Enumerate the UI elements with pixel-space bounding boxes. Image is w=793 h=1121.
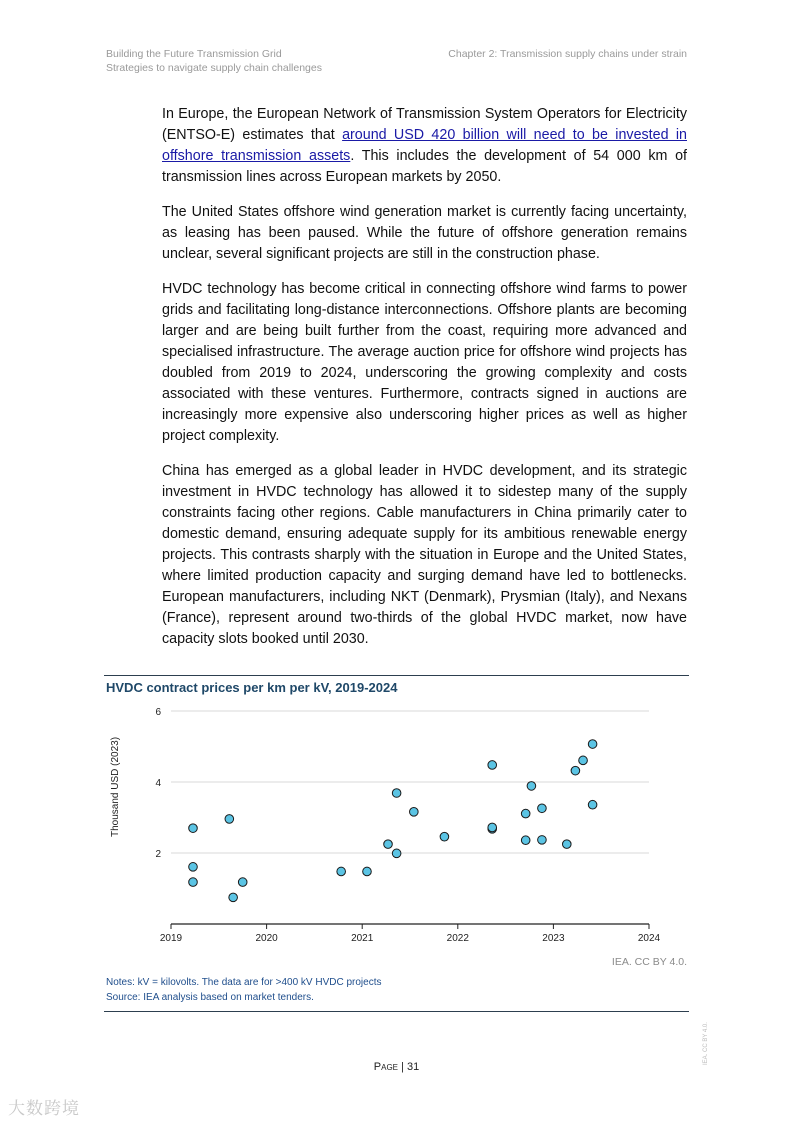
data-point xyxy=(488,823,497,832)
data-point xyxy=(521,809,530,818)
data-point xyxy=(579,756,588,765)
data-point xyxy=(238,878,247,887)
running-header-left xyxy=(106,47,322,75)
data-point xyxy=(410,808,419,817)
data-point xyxy=(189,863,198,872)
data-point xyxy=(488,761,497,770)
data-point xyxy=(538,836,547,845)
data-point xyxy=(562,840,571,849)
watermark: 大数跨境 xyxy=(8,1099,80,1118)
page-label: Page xyxy=(373,1061,398,1073)
x-tick-label: 2023 xyxy=(542,933,565,944)
report-title: Building the Future Transmission Grid xyxy=(106,48,282,60)
paragraph-text: In Europe, the European Network of Transmission System Operators for Electricity (ENTSO-E) estimates that xyxy=(162,106,687,143)
data-point xyxy=(588,800,597,809)
scatter-chart xyxy=(100,700,670,950)
data-point xyxy=(225,815,234,824)
page-separator: | xyxy=(398,1061,407,1073)
data-point xyxy=(189,824,198,833)
chart-title: HVDC contract prices per km per kV, 2019-2024 xyxy=(106,680,398,695)
y-tick-label: 2 xyxy=(155,849,161,860)
y-tick-label: 6 xyxy=(155,707,161,718)
chart-credit: IEA. CC BY 4.0. xyxy=(611,956,687,968)
data-point xyxy=(189,878,198,887)
x-tick-label: 2019 xyxy=(159,933,183,944)
chart-bottom-rule xyxy=(104,1011,689,1012)
body-text xyxy=(162,104,687,664)
chapter-title: Chapter 2: Transmission supply chains under strain xyxy=(448,48,687,60)
data-point xyxy=(521,836,530,845)
data-point xyxy=(588,740,597,749)
y-axis-label: Thousand USD (2023) xyxy=(110,736,121,838)
entsoe-link[interactable]: around USD 420 billion will need to be invested in offshore transmission assets xyxy=(162,127,687,164)
data-point xyxy=(527,782,536,791)
data-point xyxy=(337,867,346,876)
data-point xyxy=(392,849,401,858)
chart-notes: Notes: kV = kilovolts. The data are for >400 kV HVDC projects xyxy=(106,977,382,988)
x-tick-label: 2024 xyxy=(637,933,661,944)
data-point xyxy=(363,867,372,876)
paragraph-us: The United States offshore wind generation market is currently facing uncertainty, as leasing has been paused. While the future of offshore generation remains unclear, several significant projects are still in the construction phase. xyxy=(162,204,687,262)
page-number-value: 31 xyxy=(406,1061,420,1073)
data-point xyxy=(440,832,449,841)
x-tick-label: 2021 xyxy=(351,933,374,944)
data-point xyxy=(229,893,238,902)
side-credit: IEA. CC BY 4.0. xyxy=(703,1022,709,1065)
y-tick-label: 4 xyxy=(155,778,161,789)
paragraph-hvdc: HVDC technology has become critical in connecting offshore wind farms to power grids and facilitating long-distance interconnections. Offshore plants are becoming larger and are being built further from the coast, requiring more advanced and specialised infrastructure. The average auction price for offshore wind projects has doubled from 2019 to 2024, underscoring the growing complexity and costs associated with these ventures. Furthermore, contracts signed in auctions are increasingly more expensive also underscoring higher prices as well as higher project complexity. xyxy=(162,281,687,444)
x-tick-label: 2020 xyxy=(255,933,278,944)
paragraph-text: . This includes the development of 54 000 km of transmission lines across European markets by 2050. xyxy=(162,148,687,185)
data-point xyxy=(384,840,393,849)
data-point xyxy=(571,766,580,775)
data-point xyxy=(392,789,401,798)
x-tick-label: 2022 xyxy=(446,933,469,944)
report-subtitle: Strategies to navigate supply chain challenges xyxy=(106,62,322,74)
page-number xyxy=(0,1061,793,1073)
data-point xyxy=(538,804,547,813)
paragraph-china: China has emerged as a global leader in HVDC development, and its strategic investment in HVDC technology has allowed it to sidestep many of the supply constraints facing other regions. Cable manufacturers in China primarily cater to domestic demand, ensuring adequate supply for its ambitious renewable energy projects. This contrasts sharply with the situation in Europe and the United States, where limited production capacity and surging demand have led to bottlenecks. European manufacturers, including NKT (Denmark), Prysmian (Italy), and Nexans (France), represent around two-thirds of the global HVDC market, now have capacity slots booked until 2030. xyxy=(162,463,687,647)
chart-notes-block xyxy=(106,975,382,1005)
chart-top-rule xyxy=(104,675,689,676)
paragraph-europe xyxy=(162,104,687,188)
chart-source: Source: IEA analysis based on market tenders. xyxy=(106,992,314,1003)
